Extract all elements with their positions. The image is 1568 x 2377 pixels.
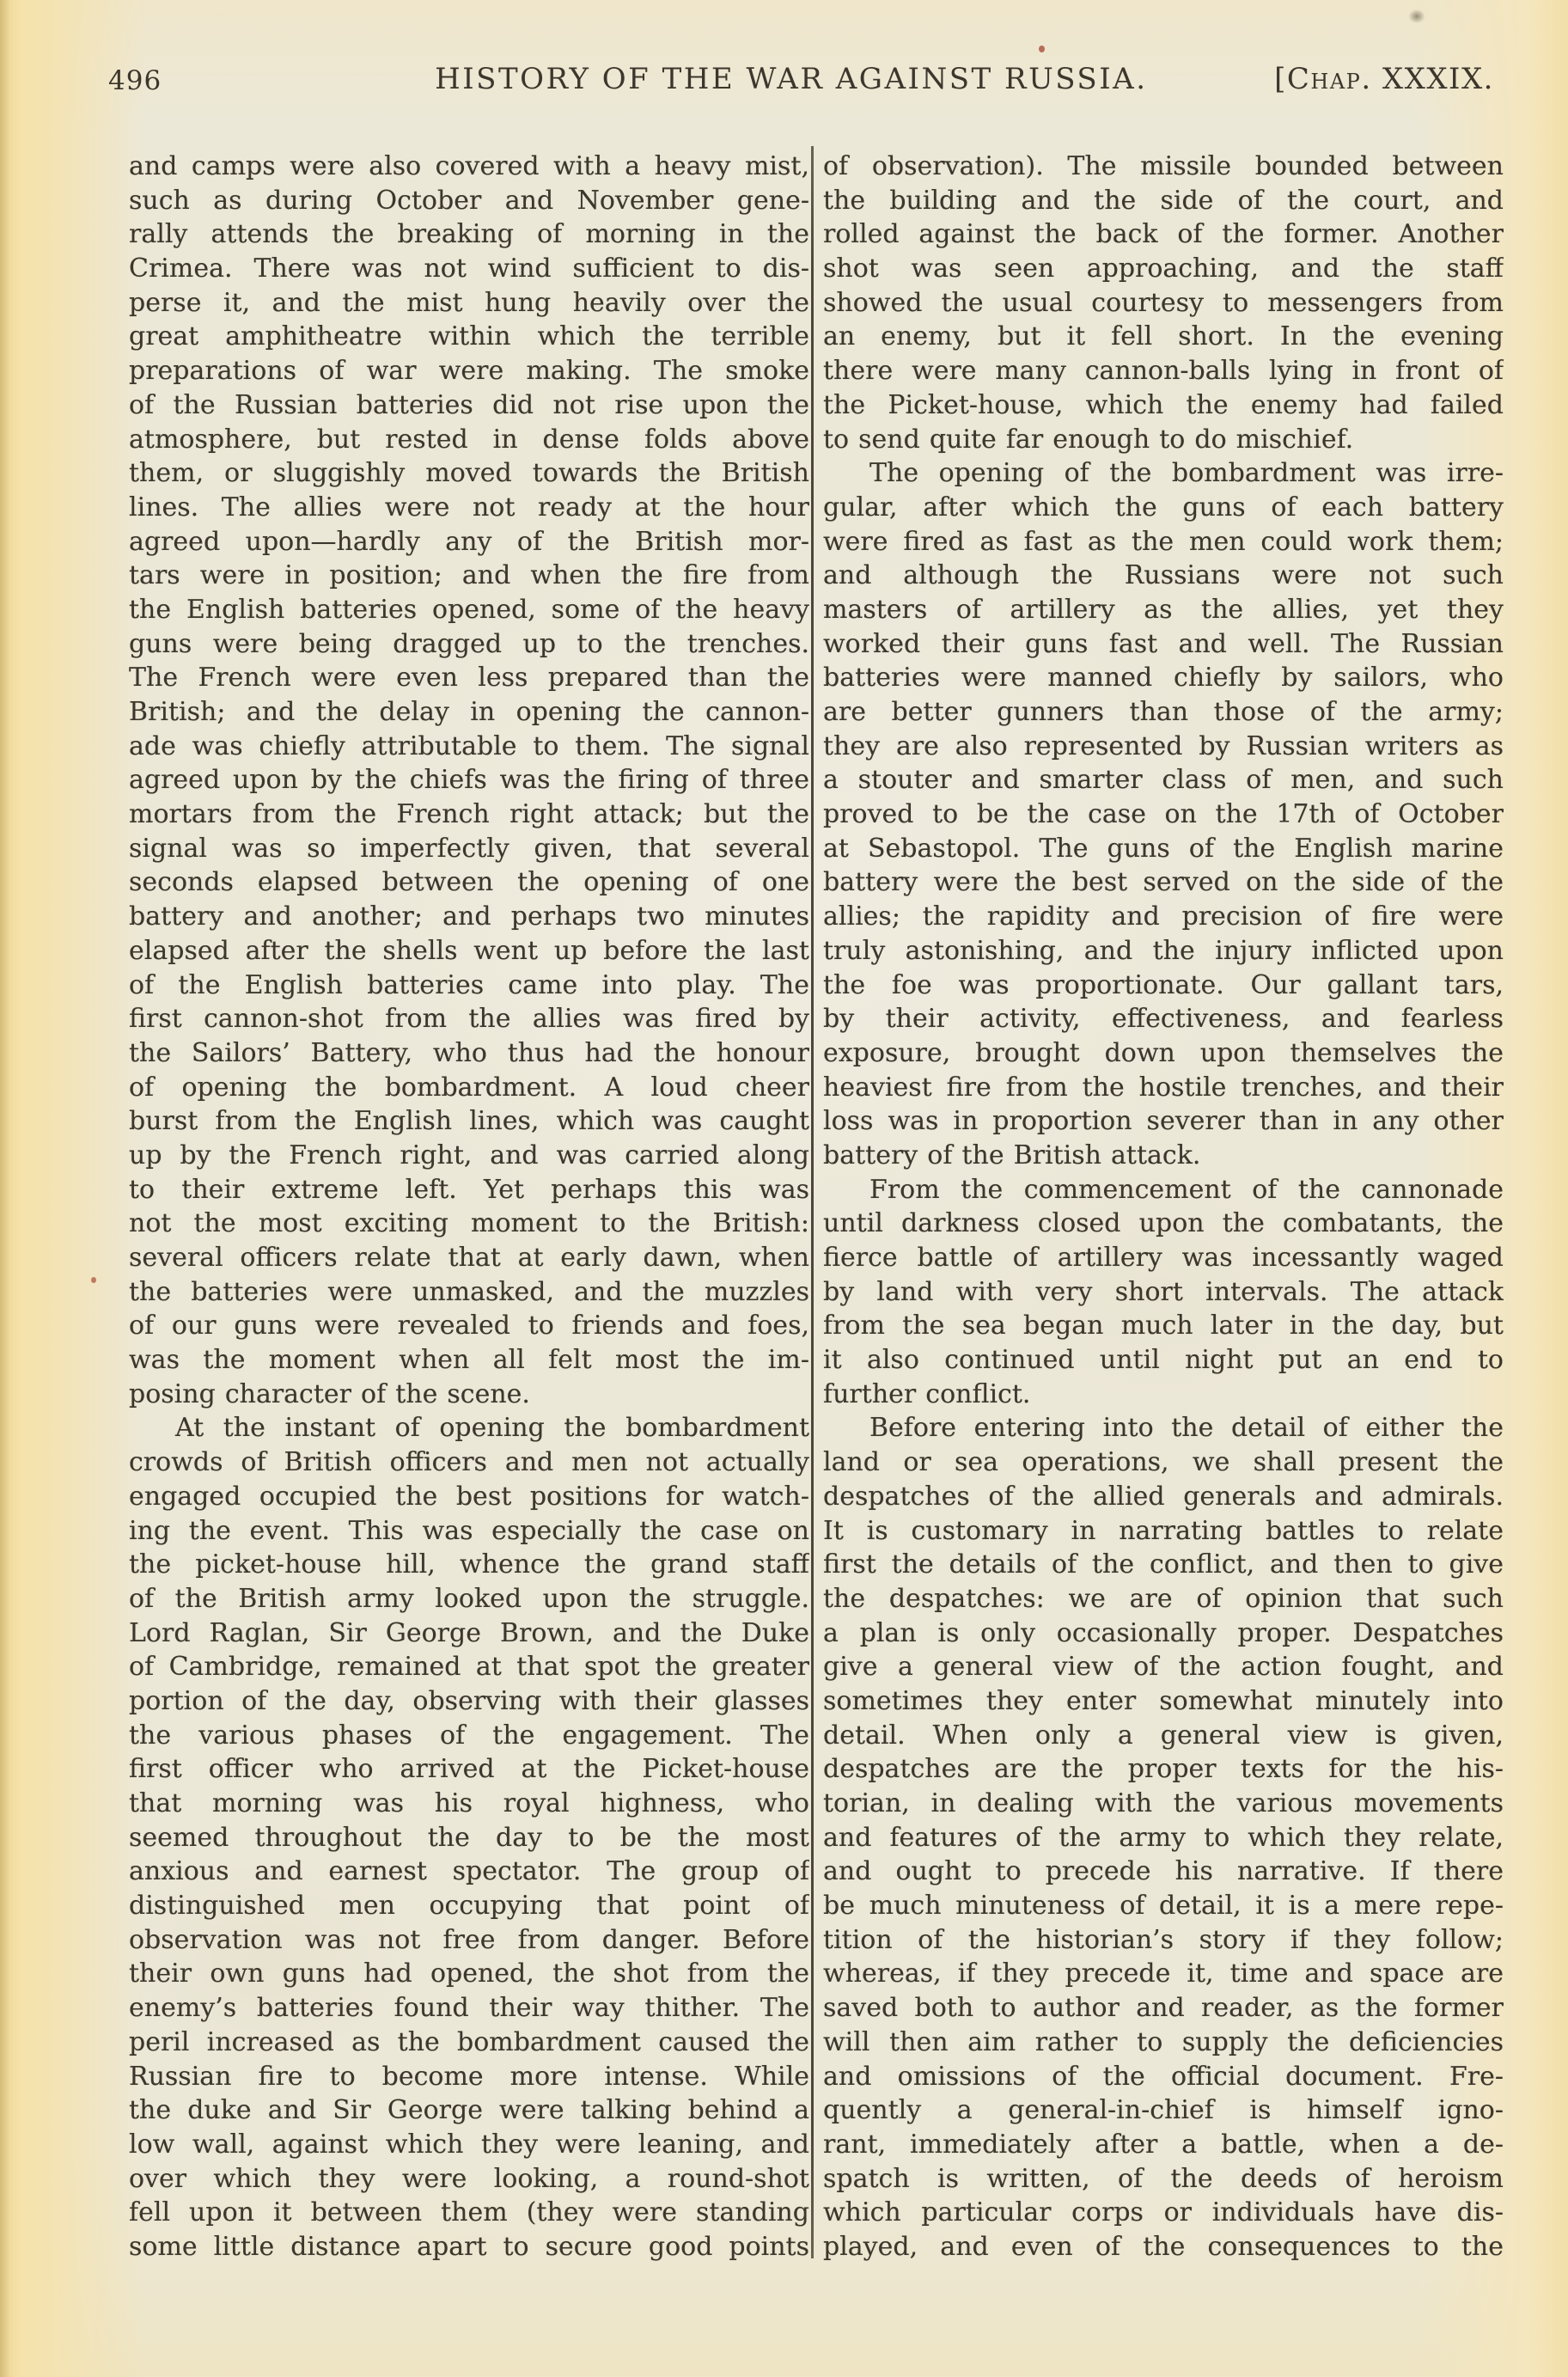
text-line: them, or sluggishly moved towards the British	[129, 458, 809, 489]
text-line: sometimes they enter somewhat minutely into	[823, 1685, 1504, 1716]
text-line: gular, after which the guns of each battery	[823, 492, 1504, 522]
text-line: distinguished men occupying that point of	[129, 1891, 809, 1922]
text-line: tition of the historian’s story if they follow;	[823, 1924, 1504, 1955]
text-line: shot was seen approaching, and the staff	[823, 254, 1504, 284]
text-line: batteries were manned chiefly by sailors, who	[823, 663, 1504, 694]
text-line: despatches of the allied generals and admirals.	[823, 1481, 1504, 1512]
text-line: played, and even of the consequences to the	[823, 2231, 1504, 2262]
text-line: that morning was his royal highness, who	[129, 1788, 809, 1818]
text-line: were fired as fast as the men could work them;	[823, 526, 1504, 557]
text-line: first officer who arrived at the Picket-house	[129, 1754, 809, 1785]
text-line: a stouter and smarter class of men, and such	[823, 765, 1504, 796]
text-line: of observation). The missile bounded between	[823, 151, 1504, 181]
text-line: fierce battle of artillery was incessantly waged	[823, 1243, 1504, 1273]
text-line: rant, immediately after a battle, when a de-	[823, 2129, 1504, 2160]
text-line: it also continued until night put an end to	[823, 1345, 1504, 1376]
text-line: anxious and earnest spectator. The group of	[129, 1856, 809, 1887]
text-line: At the instant of opening the bombardment	[175, 1413, 809, 1444]
text-line: an enemy, but it fell short. In the evening	[823, 321, 1504, 352]
text-line: rally attends the breaking of morning in the	[129, 219, 809, 250]
text-line: further conflict.	[823, 1378, 1031, 1409]
text-line: fell upon it between them (they were standing	[129, 2197, 809, 2228]
text-line: exposure, brought down upon themselves the	[823, 1037, 1504, 1068]
text-line: loss was in proportion severer than in any other	[823, 1106, 1504, 1137]
text-line: heaviest fire from the hostile trenches, and their	[823, 1072, 1504, 1103]
text-line: crowds of British officers and men not actually	[129, 1447, 809, 1478]
text-line: Russian fire to become more intense. While	[129, 2061, 809, 2092]
text-line: first cannon-shot from the allies was fired by	[129, 1004, 809, 1035]
text-line: to send quite far enough to do mischief.	[823, 424, 1354, 455]
text-line: first the details of the conflict, and then to give	[823, 1549, 1504, 1580]
text-line: until darkness closed upon the combatants, the	[823, 1208, 1504, 1239]
text-line: the duke and Sir George were talking behind a	[129, 2095, 809, 2126]
paragraph	[823, 1411, 1504, 2264]
text-line: The French were even less prepared than the	[129, 663, 809, 694]
text-line: British; and the delay in opening the cannon-	[129, 697, 809, 727]
text-line: battery of the British attack.	[823, 1140, 1201, 1170]
text-line: mortars from the French right attack; but the	[129, 799, 809, 830]
text-line: which particular corps or individuals have dis-	[823, 2197, 1504, 2228]
text-line: give a general view of the action fought, and	[823, 1652, 1504, 1683]
text-line: the various phases of the engagement. The	[129, 1720, 809, 1751]
paragraph	[129, 1411, 809, 2264]
text-line: will then aim rather to supply the deficiencies	[823, 2026, 1504, 2057]
text-line: such as during October and November gene-	[129, 185, 809, 216]
paragraph	[823, 150, 1504, 456]
text-line: was the moment when all felt most the im-	[129, 1345, 809, 1376]
paragraph	[823, 1173, 1504, 1412]
page-edge-shadow	[0, 0, 10, 2377]
text-line: of the English batteries came into play. The	[129, 969, 809, 1000]
text-line: guns were being dragged up to the trenches.	[129, 628, 809, 659]
text-line: and ought to precede his narrative. If there	[823, 1856, 1504, 1887]
text-line: allies; the rapidity and precision of fire were	[823, 901, 1504, 932]
column-divider-rule	[811, 146, 814, 2258]
text-line: Before entering into the detail of either the	[869, 1413, 1504, 1444]
text-line: The opening of the bombardment was irre-	[869, 458, 1504, 489]
text-line: agreed upon—hardly any of the British mor-	[129, 526, 809, 557]
text-line: of the British army looked upon the struggle.	[129, 1583, 809, 1614]
text-line: from the sea began much later in the day, but	[823, 1311, 1504, 1341]
text-line: Crimea. There was not wind sufficient to dis-	[129, 254, 809, 284]
text-line: their own guns had opened, the shot from the	[129, 1958, 809, 1989]
text-line: some little distance apart to secure good points	[129, 2231, 809, 2262]
text-line: battery and another; and perhaps two minutes	[129, 901, 809, 932]
text-line: seemed throughout the day to be the most	[129, 1822, 809, 1853]
text-line: several officers relate that at early dawn, when	[129, 1243, 809, 1273]
text-line: low wall, against which they were leaning, and	[129, 2129, 809, 2160]
text-line: truly astonishing, and the injury inflicted upon	[823, 935, 1504, 966]
text-line: to their extreme left. Yet perhaps this was	[129, 1174, 809, 1205]
text-line: despatches are the proper texts for the his-	[823, 1754, 1504, 1785]
text-line: over which they were looking, a round-shot	[129, 2163, 809, 2194]
text-line: From the commencement of the cannonade	[869, 1174, 1504, 1205]
text-line: burst from the English lines, which was caught	[129, 1106, 809, 1137]
text-line: Lord Raglan, Sir George Brown, and the Duke	[129, 1617, 809, 1648]
text-line: be much minuteness of detail, it is a mere repe-	[823, 1891, 1504, 1922]
scan-smudge-mark	[1406, 7, 1428, 26]
text-line: the Picket-house, which the enemy had failed	[823, 389, 1504, 420]
text-line: masters of artillery as the allies, yet they	[823, 594, 1504, 625]
red-ink-speck	[1039, 46, 1045, 52]
text-line: atmosphere, but rested in dense folds above	[129, 424, 809, 455]
text-line: not the most exciting moment to the British:	[129, 1208, 809, 1239]
text-line: and omissions of the official document. Fre-	[823, 2061, 1504, 2092]
text-line: and camps were also covered with a heavy mist,	[129, 151, 809, 181]
text-line: lines. The allies were not ready at the hour	[129, 492, 809, 522]
chapter-reference: [Chap. XXXIX.	[1274, 62, 1494, 96]
text-line: preparations of war were making. The smoke	[129, 356, 809, 387]
text-line: signal was so imperfectly given, that several	[129, 833, 809, 864]
text-line: battery were the best served on the side of the	[823, 867, 1504, 898]
text-line: agreed upon by the chiefs was the firing of three	[129, 765, 809, 796]
text-line: of opening the bombardment. A loud cheer	[129, 1072, 809, 1103]
text-line: showed the usual courtesy to messengers from	[823, 287, 1504, 318]
text-line: rolled against the back of the former. Another	[823, 219, 1504, 250]
text-line: the batteries were unmasked, and the muzzles	[129, 1276, 809, 1307]
text-line: detail. When only a general view is given,	[823, 1720, 1504, 1751]
text-line: torian, in dealing with the various movements	[823, 1788, 1504, 1818]
text-line: the picket-house hill, whence the grand staff	[129, 1549, 809, 1580]
text-line: a plan is only occasionally proper. Despatches	[823, 1617, 1504, 1648]
text-line: proved to be the case on the 17th of October	[823, 799, 1504, 830]
text-line: at Sebastopol. The guns of the English marine	[823, 833, 1504, 864]
text-line: saved both to author and reader, as the former	[823, 1993, 1504, 2024]
red-ink-speck	[91, 1277, 96, 1283]
text-line: the English batteries opened, some of the heavy	[129, 594, 809, 625]
text-line: of our guns were revealed to friends and foes,	[129, 1311, 809, 1341]
text-line: ing the event. This was especially the case on	[129, 1515, 809, 1546]
text-line: whereas, if they precede it, time and space are	[823, 1958, 1504, 1989]
text-line: elapsed after the shells went up before the last	[129, 935, 809, 966]
text-line: by land with very short intervals. The attack	[823, 1276, 1504, 1307]
text-line: peril increased as the bombardment caused the	[129, 2026, 809, 2057]
text-line: perse it, and the mist hung heavily over the	[129, 287, 809, 318]
text-line: engaged occupied the best positions for watch-	[129, 1481, 809, 1512]
text-line: they are also represented by Russian writers as	[823, 730, 1504, 761]
page-number: 496	[108, 65, 162, 96]
text-line: by their activity, effectiveness, and fearless	[823, 1004, 1504, 1035]
text-column-left	[129, 150, 809, 2264]
text-line: and features of the army to which they relate,	[823, 1822, 1504, 1853]
text-line: enemy’s batteries found their way thither. The	[129, 1993, 809, 2024]
text-line: of the Russian batteries did not rise upon the	[129, 389, 809, 420]
text-line: posing character of the scene.	[129, 1378, 530, 1409]
text-line: and although the Russians were not such	[823, 560, 1504, 591]
text-line: of Cambridge, remained at that spot the greater	[129, 1652, 809, 1683]
text-line: the foe was proportionate. Our gallant tars,	[823, 969, 1504, 1000]
text-line: portion of the day, observing with their glasses	[129, 1685, 809, 1716]
paragraph	[823, 456, 1504, 1172]
text-line: spatch is written, of the deeds of heroism	[823, 2163, 1504, 2194]
text-line: great amphitheatre within which the terrible	[129, 321, 809, 352]
text-line: the Sailors’ Battery, who thus had the honour	[129, 1037, 809, 1068]
text-line: land or sea operations, we shall present the	[823, 1447, 1504, 1478]
text-line: quently a general-in-chief is himself igno-	[823, 2095, 1504, 2126]
text-line: It is customary in narrating battles to relate	[823, 1515, 1504, 1546]
text-line: seconds elapsed between the opening of one	[129, 867, 809, 898]
text-line: worked their guns fast and well. The Russian	[823, 628, 1504, 659]
text-line: observation was not free from danger. Before	[129, 1924, 809, 1955]
text-line: are better gunners than those of the army;	[823, 697, 1504, 727]
paragraph	[129, 150, 809, 1411]
text-line: there were many cannon-balls lying in front of	[823, 356, 1504, 387]
text-line: the despatches: we are of opinion that such	[823, 1583, 1504, 1614]
text-column-right	[823, 150, 1504, 2264]
text-line: the building and the side of the court, and	[823, 185, 1504, 216]
running-title: HISTORY OF THE WAR AGAINST RUSSIA.	[435, 62, 1148, 96]
text-line: up by the French right, and was carried along	[129, 1140, 809, 1170]
text-line: ade was chiefly attributable to them. The signal	[129, 730, 809, 761]
text-line: tars were in position; and when the fire from	[129, 560, 809, 591]
